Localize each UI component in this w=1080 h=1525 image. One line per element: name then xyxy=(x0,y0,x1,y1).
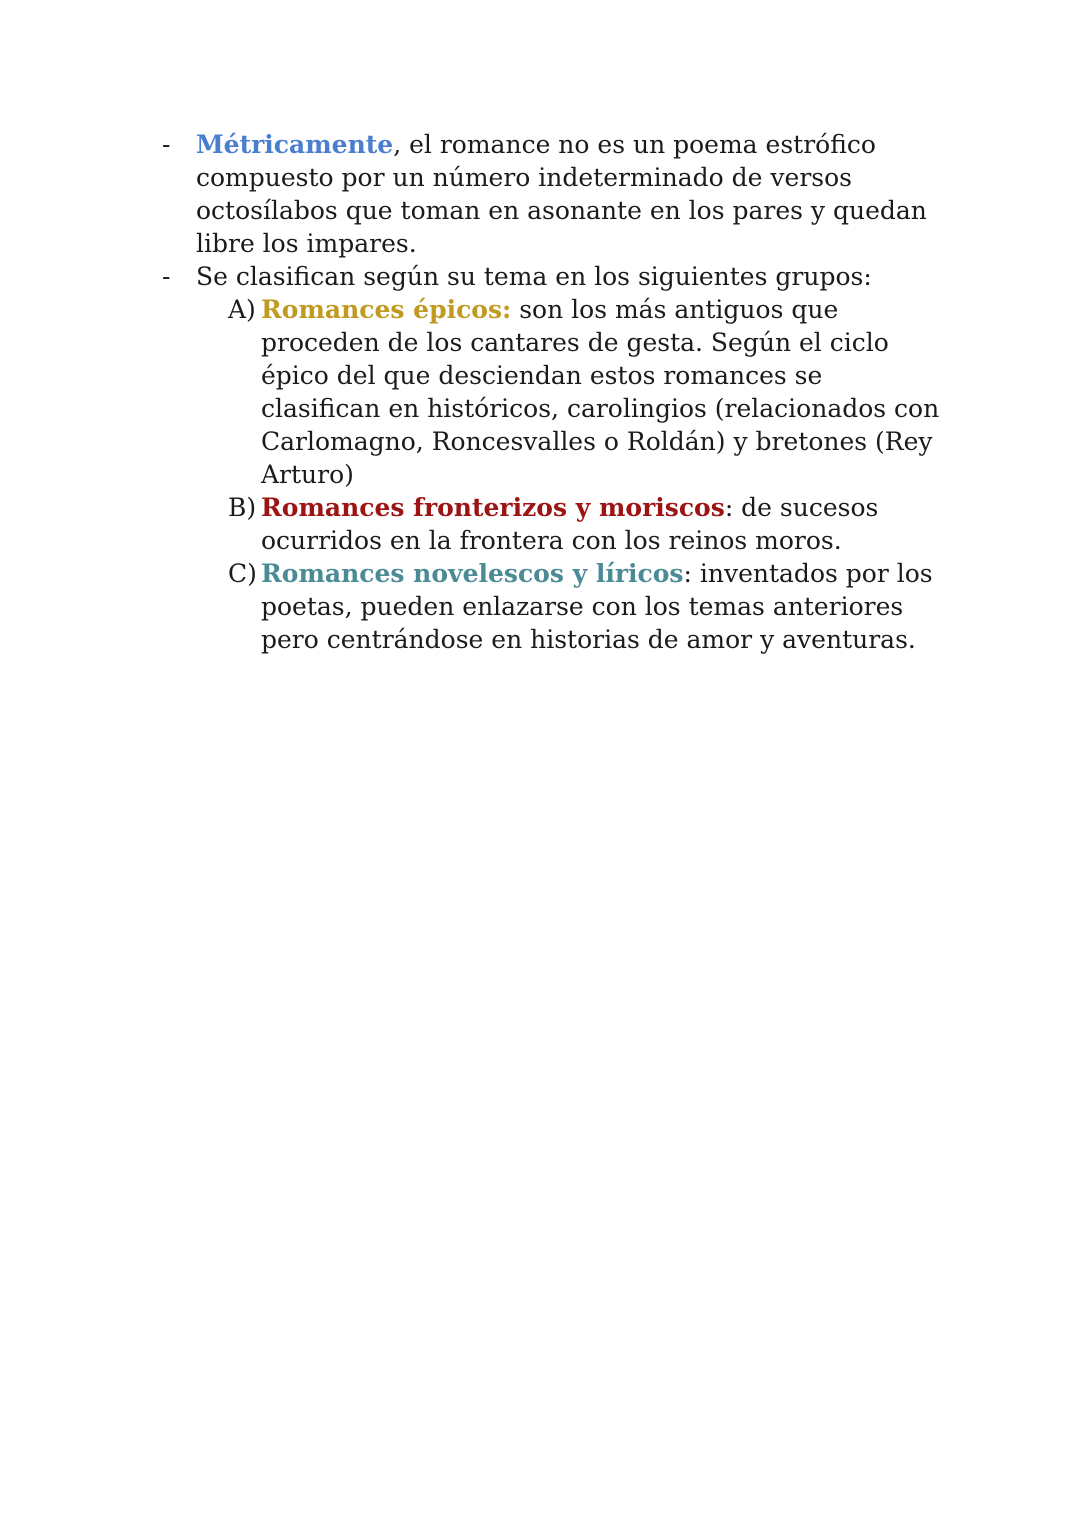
list-marker: C) xyxy=(228,559,257,588)
list-item-fronterizos xyxy=(228,491,948,557)
list-marker: B) xyxy=(228,493,257,522)
bullet-metrica xyxy=(162,128,952,260)
item-text: : inventados por los poetas, pueden enlazarse con los temas anteriores pero centrándose en historias de amor y aventuras. xyxy=(261,559,933,654)
highlight-metricamente: Métricamente xyxy=(196,130,394,159)
bullet-dash: - xyxy=(162,262,171,291)
highlight-romances-novelescos: Romances novelescos y líricos xyxy=(261,559,684,588)
highlight-romances-fronterizos: Romances fronterizos y moriscos xyxy=(261,493,725,522)
list-item-novelescos xyxy=(228,557,948,656)
bullet-paragraph xyxy=(196,128,952,260)
item-text: son los más antiguos que proceden de los cantares de gesta. Según el ciclo épico del que desciendan estos romances se clasifican en históricos, carolingios (relacionados con Carlomagno, Roncesvalles o Roldán) y bretones (Rey Arturo) xyxy=(261,295,940,489)
classification-list xyxy=(228,293,948,656)
list-item-epicos xyxy=(228,293,948,491)
list-marker: A) xyxy=(228,295,256,324)
bullet-dash: - xyxy=(162,130,171,159)
item-text: : de sucesos ocurridos en la frontera con los reinos moros. xyxy=(261,493,879,555)
paragraph-text: , el romance no es un poema estrófico compuesto por un número indeterminado de versos octosílabos que toman en asonante en los pares y quedan libre los impares. xyxy=(196,130,927,258)
bullet-clasificacion xyxy=(162,260,952,656)
bullet-paragraph: Se clasifican según su tema en los siguientes grupos: xyxy=(196,262,872,291)
highlight-romances-epicos: Romances épicos: xyxy=(261,295,512,324)
